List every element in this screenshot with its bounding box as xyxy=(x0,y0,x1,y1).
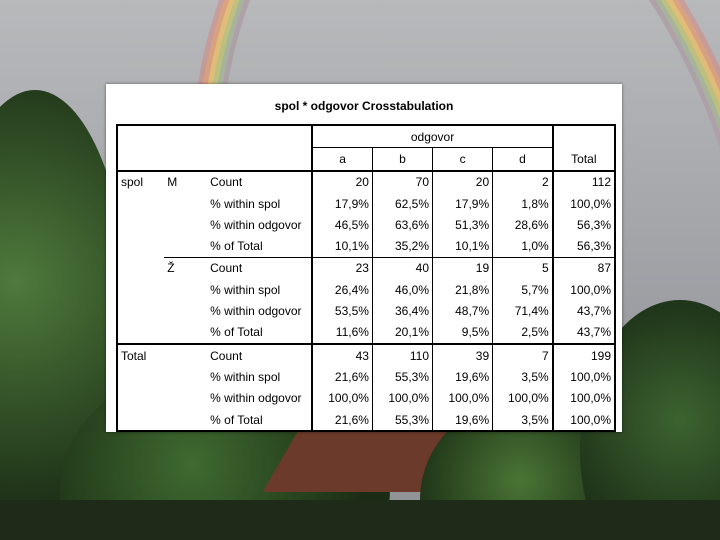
statistic-label: % within odgovor xyxy=(210,391,302,406)
value-cell: 43 xyxy=(312,344,372,366)
value-cell: 21,6% xyxy=(312,409,372,431)
table-row xyxy=(117,279,615,300)
value-cell: 63,6% xyxy=(372,214,432,235)
statistic-label: % within odgovor xyxy=(210,217,302,232)
value-cell: 1,0% xyxy=(493,235,553,257)
table-row xyxy=(117,409,615,431)
value-cell: 9,5% xyxy=(433,322,493,344)
value-cell: 71,4% xyxy=(493,300,553,321)
row-label-blank xyxy=(117,235,164,257)
total-cell: 100,0% xyxy=(553,279,615,300)
table-row xyxy=(117,193,615,214)
total-cell: 87 xyxy=(553,257,615,279)
row-label-blank xyxy=(117,193,164,214)
value-cell: 36,4% xyxy=(372,300,432,321)
value-cell: 10,1% xyxy=(433,235,493,257)
value-cell: 17,9% xyxy=(312,193,372,214)
total-cell: 56,3% xyxy=(553,214,615,235)
statistic-label: Count xyxy=(207,257,312,279)
value-cell: 39 xyxy=(433,344,493,366)
value-cell: 3,5% xyxy=(493,366,553,387)
value-cell: 1,8% xyxy=(493,193,553,214)
value-cell: 100,0% xyxy=(433,388,493,409)
value-cell: 110 xyxy=(372,344,432,366)
group-label: M xyxy=(164,171,207,193)
value-cell: 19,6% xyxy=(433,366,493,387)
table-row xyxy=(117,300,615,321)
total-row-label: Total xyxy=(117,344,164,366)
table-row xyxy=(117,214,615,235)
statistic-label: % within spol xyxy=(210,282,281,297)
total-cell: 43,7% xyxy=(553,300,615,321)
group-label-blank xyxy=(164,300,207,321)
table-row xyxy=(117,388,615,409)
header-blank xyxy=(117,125,312,148)
header-row-columns xyxy=(117,148,615,171)
value-cell: 70 xyxy=(372,171,432,193)
table-title: spol * odgovor Crosstabulation xyxy=(274,99,454,113)
value-cell: 20 xyxy=(312,171,372,193)
statistic-label: Count xyxy=(207,171,312,193)
row-label-blank xyxy=(117,300,164,321)
statistic-label: % within odgovor xyxy=(210,304,302,319)
group-label-blank xyxy=(164,322,207,344)
value-cell: 10,1% xyxy=(312,235,372,257)
group-label-blank xyxy=(164,344,207,366)
value-cell: 28,6% xyxy=(493,214,553,235)
statistic-label: Count xyxy=(207,344,312,366)
value-cell: 46,5% xyxy=(312,214,372,235)
ground xyxy=(0,500,720,540)
total-cell: 112 xyxy=(553,171,615,193)
table-row xyxy=(117,235,615,257)
column-header: a xyxy=(312,148,372,171)
value-cell: 100,0% xyxy=(372,388,432,409)
total-column-header: Total xyxy=(553,148,615,171)
value-cell: 40 xyxy=(372,257,432,279)
value-cell: 55,3% xyxy=(372,366,432,387)
row-label-blank xyxy=(117,279,164,300)
row-label-blank xyxy=(117,214,164,235)
table-row xyxy=(117,257,615,279)
value-cell: 2,5% xyxy=(493,322,553,344)
value-cell: 53,5% xyxy=(312,300,372,321)
value-cell: 55,3% xyxy=(372,409,432,431)
value-cell: 11,6% xyxy=(312,322,372,344)
column-header: c xyxy=(433,148,493,171)
row-label-blank xyxy=(117,409,164,431)
statistic-label: % within spol xyxy=(210,196,281,211)
total-cell: 100,0% xyxy=(553,388,615,409)
table-row xyxy=(117,171,615,193)
value-cell: 35,2% xyxy=(372,235,432,257)
row-label-blank xyxy=(117,366,164,387)
total-cell: 100,0% xyxy=(553,409,615,431)
group-label: Ž xyxy=(164,257,207,279)
total-cell: 100,0% xyxy=(553,366,615,387)
value-cell: 46,0% xyxy=(372,279,432,300)
total-cell: 100,0% xyxy=(553,193,615,214)
column-header: d xyxy=(493,148,553,171)
value-cell: 21,6% xyxy=(312,366,372,387)
statistic-label: % of Total xyxy=(207,409,312,431)
value-cell: 7 xyxy=(493,344,553,366)
total-cell: 199 xyxy=(553,344,615,366)
value-cell: 20 xyxy=(433,171,493,193)
statistic-label: % within spol xyxy=(210,369,281,384)
table-row xyxy=(117,344,615,366)
value-cell: 62,5% xyxy=(372,193,432,214)
value-cell: 20,1% xyxy=(372,322,432,344)
group-label-blank xyxy=(164,409,207,431)
header-total-blank xyxy=(553,125,615,148)
group-label-blank xyxy=(164,235,207,257)
group-label-blank xyxy=(164,214,207,235)
group-label-blank xyxy=(164,388,207,409)
row-label-blank xyxy=(117,322,164,344)
row-label-blank xyxy=(117,388,164,409)
value-cell: 17,9% xyxy=(433,193,493,214)
total-cell: 43,7% xyxy=(553,322,615,344)
value-cell: 3,5% xyxy=(493,409,553,431)
crosstab-panel xyxy=(106,84,622,432)
group-label-blank xyxy=(164,279,207,300)
column-header: b xyxy=(372,148,432,171)
row-label-blank xyxy=(117,257,164,279)
value-cell: 2 xyxy=(493,171,553,193)
value-cell: 19 xyxy=(433,257,493,279)
value-cell: 21,8% xyxy=(433,279,493,300)
value-cell: 19,6% xyxy=(433,409,493,431)
group-label-blank xyxy=(164,193,207,214)
value-cell: 5 xyxy=(493,257,553,279)
crosstab-table xyxy=(116,124,616,432)
value-cell: 48,7% xyxy=(433,300,493,321)
value-cell: 5,7% xyxy=(493,279,553,300)
value-cell: 100,0% xyxy=(312,388,372,409)
total-cell: 56,3% xyxy=(553,235,615,257)
value-cell: 26,4% xyxy=(312,279,372,300)
col-group-label: odgovor xyxy=(312,125,552,148)
value-cell: 23 xyxy=(312,257,372,279)
header-row-group xyxy=(117,125,615,148)
header-blank-2 xyxy=(117,148,312,171)
row-variable-label: spol xyxy=(117,171,164,193)
value-cell: 100,0% xyxy=(493,388,553,409)
group-label-blank xyxy=(164,366,207,387)
statistic-label: % of Total xyxy=(210,325,263,340)
table-row xyxy=(117,322,615,344)
statistic-label: % of Total xyxy=(210,239,263,254)
value-cell: 51,3% xyxy=(433,214,493,235)
table-row xyxy=(117,366,615,387)
